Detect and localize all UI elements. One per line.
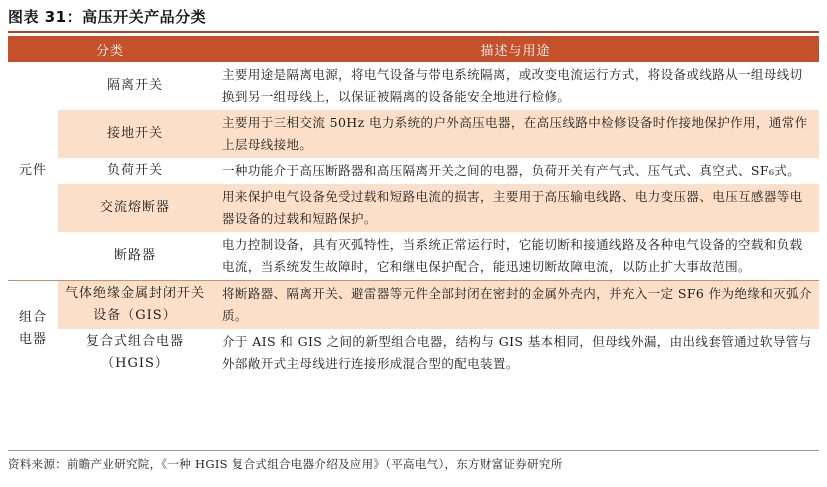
group-label-line: 电器 (18, 332, 47, 347)
classification-table (8, 36, 819, 377)
row-name: 隔离开关 (107, 78, 164, 93)
table-row (8, 158, 819, 184)
bottom-rule (8, 450, 819, 451)
row-name: 负荷开关 (107, 163, 164, 178)
row-desc: 将断路器、隔离开关、避雷器等元件全部封闭在密封的金属外壳内，并充入一定 SF6 作为绝缘和灭弧介质。 (212, 281, 819, 330)
row-name: 断路器 (58, 232, 212, 281)
group-label-line: 组合 (18, 310, 47, 325)
title-rule (8, 31, 819, 33)
row-name-line: （HGIS） (101, 356, 169, 371)
table-row (8, 62, 819, 110)
row-desc: 介于 AIS 和 GIS 之间的新型组合电器，结构与 GIS 基本相同，但母线外漏，由出线套管通过软导管与外部敞开式主母线进行连接形成混合型的配电装置。 (222, 334, 812, 371)
row-desc: 电力控制设备，具有灭弧特性，当系统正常运行时，它能切断和接通线路及各种电气设备的空载和负载电流，当系统发生故障时，它和继电保护配合，能迅速切断故障电流，以防止扩大事故范围。 (212, 232, 819, 281)
group-label-combined (8, 281, 58, 378)
row-name: 交流熔断器 (58, 184, 212, 232)
table-row (8, 110, 819, 158)
row-name: 接地开关 (58, 110, 212, 158)
header-description: 描述与用途 (212, 36, 819, 62)
row-desc: 一种功能介于高压断路器和高压隔离开关之间的电器，负荷开关有产气式、压气式、真空式、SF₆式。 (222, 163, 801, 178)
row-desc: 用来保护电气设备免受过载和短路电流的损害，主要用于高压输电线路、电力变压器、电压互感器等电器设备的过载和短路保护。 (212, 184, 819, 232)
figure-title: 图表 31：高压开关产品分类 (8, 8, 207, 26)
table-row (8, 281, 819, 330)
row-name: 气体绝缘金属封闭开关设备（GIS） (58, 281, 212, 330)
row-desc: 主要用途是隔离电源，将电气设备与带电系统隔离，或改变电流运行方式，将设备或线路从一组母线切换到另一组母线上，以保证被隔离的设备能安全地进行检修。 (222, 67, 803, 104)
row-name (58, 329, 212, 377)
table-row (8, 329, 819, 377)
row-name-line: 复合式组合电器 (86, 334, 185, 349)
source-note: 资料来源：前瞻产业研究院，《一种 HGIS 复合式组合电器介绍及应用》（平高电气），东方财富证券研究所 (8, 457, 563, 471)
group-label-components: 元件 (8, 62, 58, 281)
table-row (8, 184, 819, 232)
row-desc: 主要用于三相交流 50Hz 电力系统的户外高压电器，在高压线路中检修设备时作接地保护作用，通常作上层母线接地。 (212, 110, 819, 158)
table-row (8, 232, 819, 281)
header-category: 分类 (8, 36, 212, 62)
